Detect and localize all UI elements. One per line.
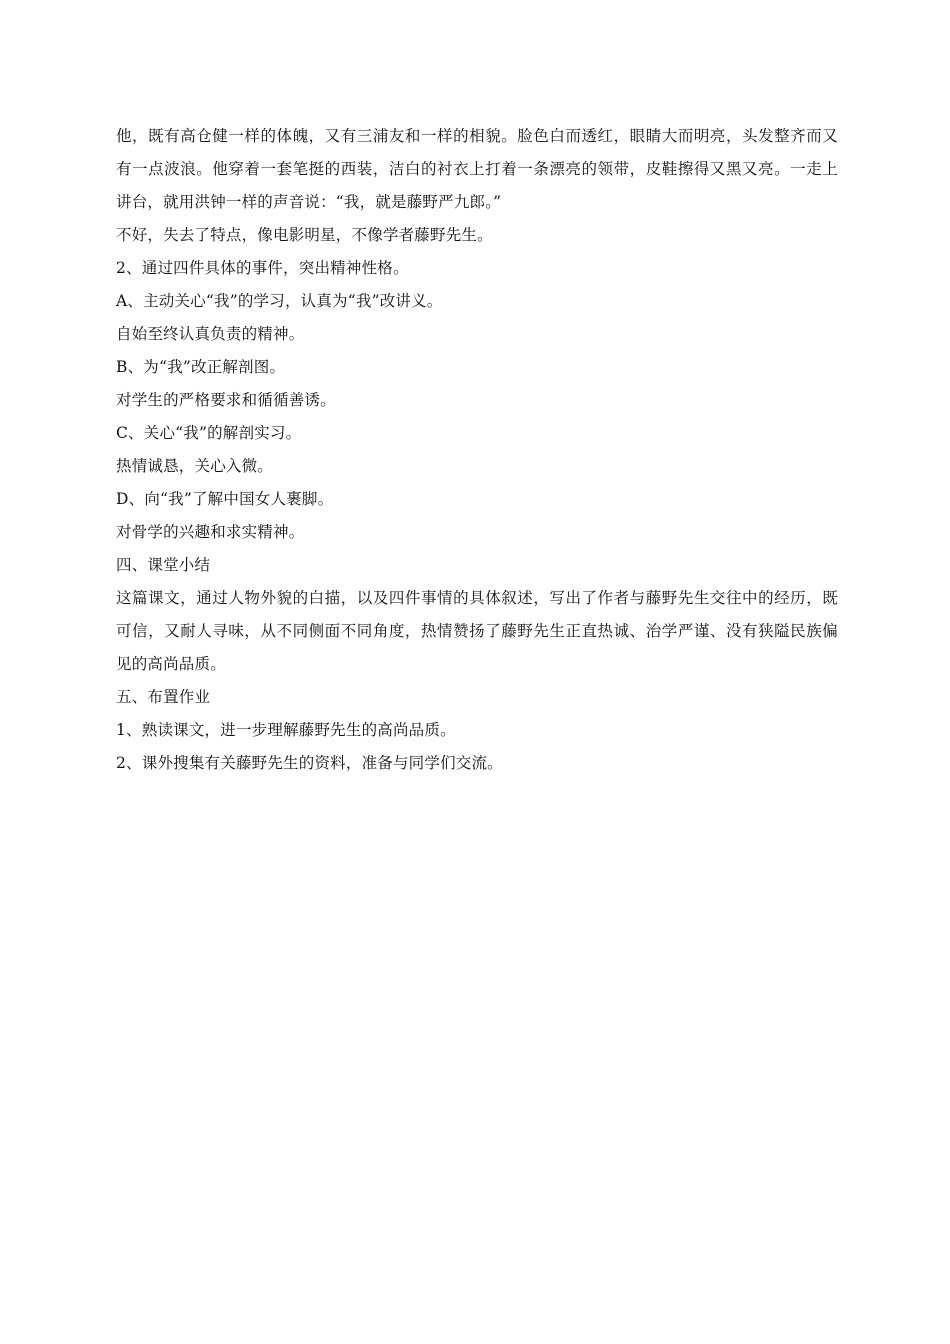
paragraph-event-c-spirit: 热情诚恳，关心入微。	[116, 457, 274, 475]
homework-item-2: 2、课外搜集有关藤野先生的资料，准备与同学们交流。	[116, 754, 503, 772]
paragraph-event-c: C、关心“我”的解剖实习。	[116, 424, 302, 442]
heading-class-summary: 四、课堂小结	[116, 556, 211, 574]
paragraph-summary: 这篇课文，通过人物外貌的白描，以及四件事情的具体叙述，写出了作者与藤野先生交往中的经历，既可信，又耐人寻味，从不同侧面不同角度，热情赞扬了藤野先生正直热诚、治学严谨、没有狭隘民族偏见的高尚品质。	[116, 589, 838, 673]
paragraph-event-d: D、向“我”了解中国女人裹脚。	[116, 490, 334, 508]
paragraph-comment: 不好，失去了特点，像电影明星，不像学者藤野先生。	[116, 226, 493, 244]
homework-item-1: 1、熟读课文，进一步理解藤野先生的高尚品质。	[116, 721, 456, 739]
paragraph-event-a: A、主动关心“我”的学习，认真为“我”改讲义。	[116, 292, 443, 310]
heading-homework: 五、布置作业	[116, 688, 211, 706]
paragraph-event-d-spirit: 对骨学的兴趣和求实精神。	[116, 523, 305, 541]
paragraph-event-b: B、为“我”改正解剖图。	[116, 358, 286, 376]
paragraph-event-b-spirit: 对学生的严格要求和循循善诱。	[116, 391, 336, 409]
paragraph-event-a-spirit: 自始至终认真负责的精神。	[116, 325, 305, 343]
document-body	[116, 120, 838, 780]
paragraph-section-heading: 2、通过四件具体的事件，突出精神性格。	[116, 259, 409, 277]
paragraph-appearance-description: 他，既有高仓健一样的体魄，又有三浦友和一样的相貌。脸色白而透红，眼睛大而明亮，头发整齐而又有一点波浪。他穿着一套笔挺的西装，洁白的衬衣上打着一条漂亮的领带，皮鞋擦得又黑又亮。一走上讲台，就用洪钟一样的声音说：“我，就是藤野严九郎。”	[116, 127, 838, 211]
